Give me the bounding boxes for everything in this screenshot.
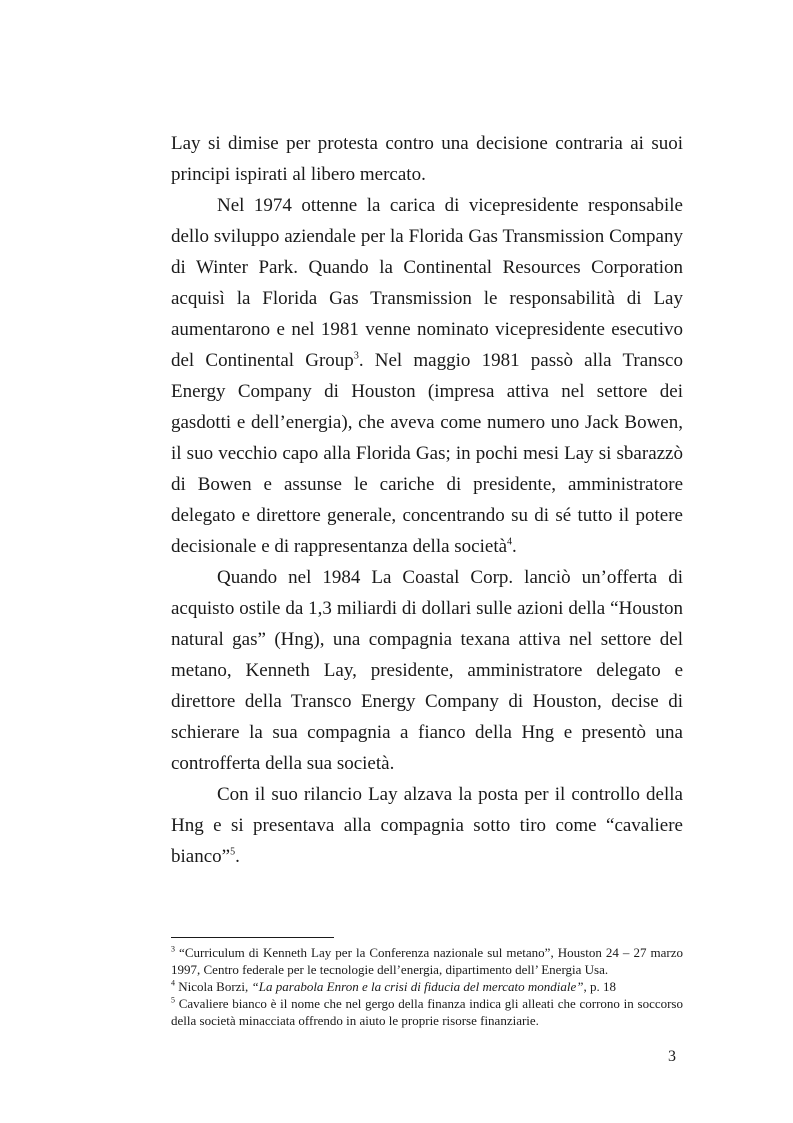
- main-text: [171, 128, 683, 872]
- footnote-5: [171, 995, 683, 1029]
- footnote-4-text-b: , p. 18: [583, 979, 617, 994]
- paragraph-1: [171, 128, 683, 190]
- paragraph-3-text: Quando nel 1984 La Coastal Corp. lanciò un’offerta di acquisto ostile da 1,3 miliardi di dollari sulle azioni della “Houston natural gas” (Hng), una compagnia texana attiva nel settore del metano, Kenneth Lay, presidente, amministratore delegato e direttore della Transco Energy Company di Houston, decise di schierare la sua compagnia a fianco della Hng e presentò una controfferta della sua società.: [171, 567, 683, 774]
- paragraph-2-text-c: .: [512, 536, 517, 557]
- paragraph-2-text-b: . Nel maggio 1981 passò alla Transco Energy Company di Houston (impresa attiva nel settore dei gasdotti e dell’energia), che aveva come numero uno Jack Bowen, il suo vecchio capo alla Florida Gas; in pochi mesi Lay si sbarazzò di Bowen e assunse le cariche di presidente, amministratore delegato e direttore generale, concentrando su di sé tutto il potere decisionale e di rappresentanza della società: [171, 350, 683, 557]
- footnote-4-title: “La parabola Enron e la crisi di fiducia del mercato mondiale”: [251, 979, 584, 994]
- paragraph-2: [171, 190, 683, 562]
- footnote-3-marker: 3: [171, 944, 175, 954]
- footnote-4-text-a: Nicola Borzi,: [175, 979, 252, 994]
- paragraph-2-text-a: Nel 1974 ottenne la carica di vicepresidente responsabile dello sviluppo aziendale per la Florida Gas Transmission Company di Winter Park. Quando la Continental Resources Corporation acquisì la Florida Gas Transmission le responsabilità di Lay aumentarono e nel 1981 venne nominato vicepresidente esecutivo del Continental Group: [171, 195, 683, 371]
- footnote-5-marker: 5: [171, 995, 175, 1005]
- paragraph-1-text: Lay si dimise per protesta contro una decisione contraria ai suoi principi ispirati al libero mercato.: [171, 133, 683, 185]
- footnote-ref-4[interactable]: 4: [507, 536, 513, 548]
- paragraph-4-text-b: .: [235, 846, 240, 867]
- footnotes: [171, 937, 683, 1029]
- footnote-4-marker: 4: [171, 978, 175, 988]
- page-number: 3: [668, 1048, 676, 1065]
- footnote-3-text: “Curriculum di Kenneth Lay per la Conferenza nazionale sul metano”, Houston 24 – 27 marzo 1997, Centro federale per le tecnologie dell’energia, dipartimento dell’ Energia Usa.: [171, 945, 683, 977]
- paragraph-4-text-a: Con il suo rilancio Lay alzava la posta per il controllo della Hng e si presentava alla compagnia sotto tiro come “cavaliere bianco”: [171, 784, 683, 867]
- paragraph-3: [171, 562, 683, 779]
- footnote-4: [171, 978, 683, 995]
- footnote-ref-3[interactable]: 3: [353, 350, 359, 362]
- footnote-ref-5[interactable]: 5: [230, 846, 236, 858]
- footnote-separator: [171, 937, 334, 938]
- footnote-5-text: Cavaliere bianco è il nome che nel gergo della finanza indica gli alleati che corrono in soccorso della società minacciata offrendo in aiuto le proprie risorse finanziarie.: [171, 996, 683, 1028]
- paragraph-4: [171, 779, 683, 872]
- footnote-3: [171, 944, 683, 978]
